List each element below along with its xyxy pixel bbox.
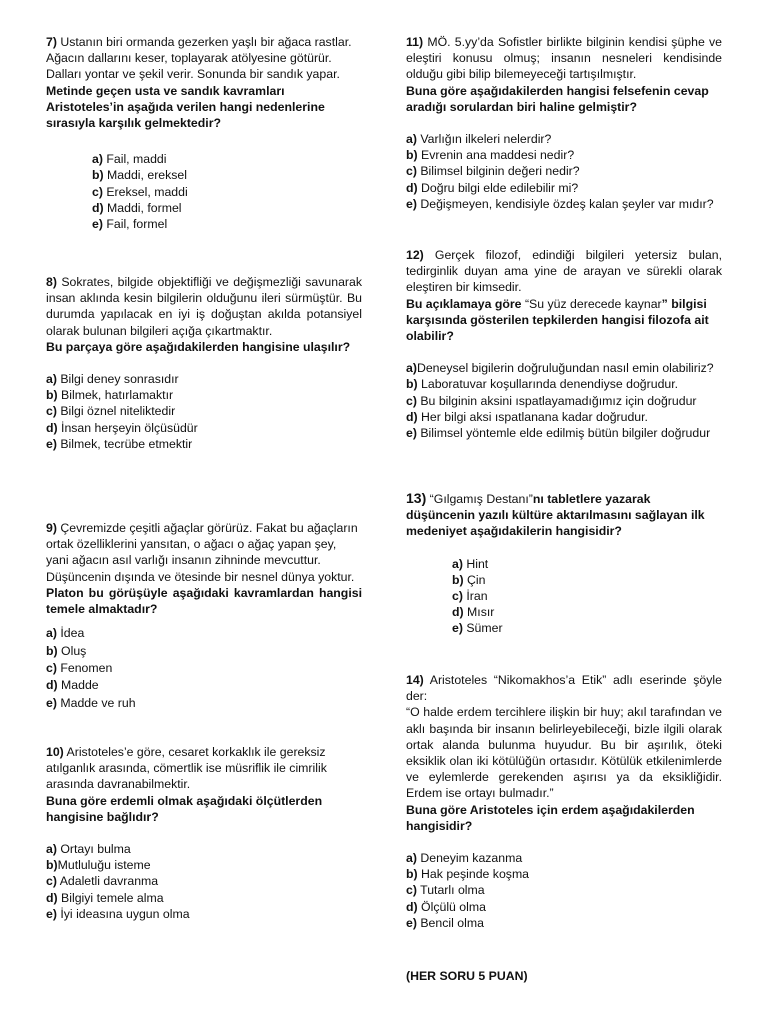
option-e[interactable]: e) İyi ideasına uygun olma	[46, 906, 190, 921]
option-d[interactable]: d) Her bilgi aksi ıspatlanana kadar doğrudur.	[406, 409, 648, 424]
option-a[interactable]: a) İdea	[46, 626, 85, 641]
question-8-prompt: Bu parçaya göre aşağıdakilerden hangisine ulaşılır?	[46, 339, 351, 354]
option-e[interactable]: e) Değişmeyen, kendisiyle özdeş kalan şeyler var mıdır?	[406, 196, 714, 211]
question-7-options	[46, 151, 362, 232]
option-d[interactable]: d) Mısır	[452, 605, 495, 620]
option-e[interactable]: e) Bilmek, tecrübe etmektir	[46, 436, 193, 451]
option-b[interactable]: b) Evrenin ana maddesi nedir?	[406, 148, 575, 163]
option-c[interactable]: c) Adaletli davranma	[46, 874, 159, 889]
option-b[interactable]: b) Maddi, ereksel	[92, 168, 187, 183]
option-b[interactable]: b) Laboratuvar koşullarında denendiyse doğrudur.	[406, 377, 679, 392]
option-a[interactable]: a) Bilgi deney sonrasıdır	[46, 372, 179, 387]
option-c[interactable]: c) Ereksel, maddi	[92, 184, 188, 199]
question-7-prompt: Metinde geçen usta ve sandık kavramları Aristoteles’in aşağıda verilen hangi nedenlerine sırasıyla karşılık gelmektedir?	[46, 83, 325, 131]
question-9-options	[46, 625, 362, 712]
question-14	[406, 672, 722, 931]
option-c[interactable]: c) Tutarlı olma	[406, 883, 485, 898]
question-12	[406, 247, 722, 441]
question-10-prompt: Buna göre erdemli olmak aşağıdaki ölçütlerden hangisine bağlıdır?	[46, 793, 323, 824]
option-e[interactable]: e) Madde ve ruh	[46, 695, 136, 710]
option-d[interactable]: d) Doğru bilgi elde edilebilir mi?	[406, 180, 579, 195]
option-e[interactable]: e) Bilimsel yöntemle elde edilmiş bütün bilgiler doğrudur	[406, 426, 711, 441]
option-e[interactable]: e) Sümer	[452, 621, 503, 636]
question-11	[406, 34, 722, 212]
question-8-options	[46, 371, 362, 452]
question-12-prompt: Bu açıklamaya göre “Su yüz derecede kaynar” bilgisi karşısında gösterilen tepkilerden hangisi filozofa ait olabilir?	[406, 296, 709, 344]
option-b[interactable]: b) Hak peşinde koşma	[406, 867, 530, 882]
question-14-quote: “O halde erdem tercihlere ilişkin bir huy; akıl tarafından ve aklı başında bir insanın belirleyebileceği, bizle ilgili olarak ortak alanda bulunma huyudur. Bu bir aşırılık, öteki eksiklik olan iki kötülüğün ortasıdır. Kötülük etkilenimlerde ve eylemlerde gerekenden aşırısı ya da eksikliğidir. Erdem ise ortayı bulmadır.”	[406, 705, 722, 801]
option-d[interactable]: d) Madde	[46, 678, 99, 693]
option-c[interactable]: c) İran	[452, 589, 488, 604]
option-e[interactable]: e) Fail, formel	[92, 217, 168, 232]
question-10-text: 10) Aristoteles’e göre, cesaret korkaklık ile gereksiz atılganlık arasında, cömertlik ise müsriflik ile cimrilik arasında davranabilmektir.	[46, 745, 327, 792]
question-14-text: 14) Aristoteles “Nikomakhos’a Etik” adlı eserinde şöyle der:	[406, 673, 722, 704]
option-b[interactable]: b)Mutluluğu isteme	[46, 858, 151, 873]
question-13	[406, 490, 722, 637]
option-b[interactable]: b) Bilmek, hatırlamaktır	[46, 388, 174, 403]
question-11-options	[406, 131, 722, 212]
option-a[interactable]: a) Deneyim kazanma	[406, 851, 523, 866]
option-d[interactable]: d) Bilgiyi temele alma	[46, 890, 164, 905]
option-a[interactable]: a) Hint	[452, 556, 489, 571]
question-10	[46, 744, 362, 922]
option-c[interactable]: c) Fenomen	[46, 661, 113, 676]
question-10-options	[46, 841, 362, 922]
option-a[interactable]: a) Varlığın ilkeleri nelerdir?	[406, 132, 552, 147]
option-e[interactable]: e) Bencil olma	[406, 915, 484, 930]
question-9-text: 9) Çevremizde çeşitli ağaçlar görürüz. Fakat bu ağaçların ortak özelliklerini yansıtan, o ağacı o ağaç yapan şey, yani ağacın asıl varlığı insanın zihninde mevcuttur. Düşüncenin dışında ve ötesinde bir nesnel dünya yoktur.	[46, 521, 358, 584]
option-c[interactable]: c) Bilimsel bilginin değeri nedir?	[406, 164, 580, 179]
option-a[interactable]: a) Ortayı bulma	[46, 842, 131, 857]
option-c[interactable]: c) Bilgi öznel niteliktedir	[46, 404, 176, 419]
question-8	[46, 274, 362, 452]
option-d[interactable]: d) Maddi, formel	[92, 200, 182, 215]
option-c[interactable]: c) Bu bilginin aksini ıspatlayamadığımız için doğrudur	[406, 393, 697, 408]
question-12-text: 12) Gerçek filozof, edindiği bilgileri yetersiz bulan, tedirginlik duyan ama yine de arayan ve sürekli olarak eleştiren bir kimsedir.	[406, 248, 722, 295]
question-13-prompt: 13) “Gılgamış Destanı”nı tabletlere yazarak düşüncenin yazılı kültüre aktarılmasını sağlayan ilk medeniyet aşağıdakilerin hangisidir?	[406, 490, 705, 539]
option-d[interactable]: d) İnsan herşeyin ölçüsüdür	[46, 420, 198, 435]
question-12-options	[406, 360, 722, 441]
question-7-text: 7) Ustanın biri ormanda gezerken yaşlı bir ağaca rastlar. Ağacın dallarını keser, toplayarak atölyesine götürür. Dalları yontar ve şekil verir. Sonunda bir sandık yapar.	[46, 35, 352, 82]
footer-points-note: (HER SORU 5 PUAN)	[406, 969, 528, 983]
option-b[interactable]: b) Oluş	[46, 643, 87, 658]
option-b[interactable]: b) Çin	[452, 572, 486, 587]
question-14-options	[406, 850, 722, 931]
option-a[interactable]: a) Fail, maddi	[92, 152, 167, 167]
question-14-prompt: Buna göre Aristoteles için erdem aşağıdakilerden hangisidir?	[406, 802, 695, 833]
question-9-prompt: Platon bu görüşüyle aşağıdaki kavramlardan hangisi temele almaktadır?	[46, 585, 362, 617]
question-7	[46, 34, 362, 232]
option-d[interactable]: d) Ölçülü olma	[406, 899, 486, 914]
question-9	[46, 520, 362, 712]
question-11-prompt: Buna göre aşağıdakilerden hangisi felsefenin cevap aradığı sorulardan biri haline gelmiştir?	[406, 83, 709, 114]
question-13-options	[406, 556, 722, 637]
option-a[interactable]: a)Deneysel bigilerin doğruluğundan nasıl emin olabiliriz?	[406, 361, 714, 376]
question-11-text: 11) MÖ. 5.yy’da Sofistler birlikte bilginin kendisi şüphe ve eleştiri konusu olmuş; insanın nesneleri kendisinde olduğu gibi bilip bilemeyeceği tartışılmıştır.	[406, 35, 723, 82]
question-8-text: 8) Sokrates, bilgide objektifliği ve değişmezliği savunarak insan aklında kesin bilgilerin olduğunu ileri sürmüştür. Bu durumda yapılacak en iyi iş doğuştan akılda potansiyel olarak bulunan bilgileri açığa çıkartmaktır.	[46, 275, 362, 338]
